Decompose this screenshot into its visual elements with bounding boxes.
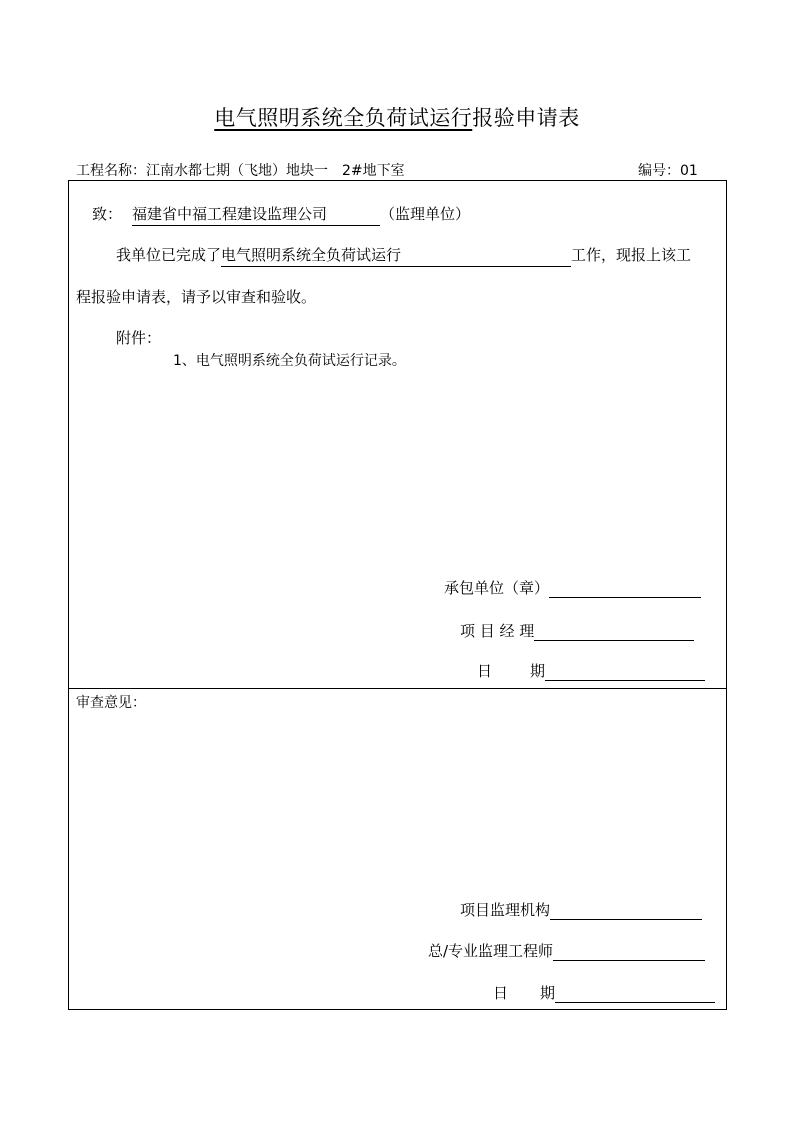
project-name: 江南水都七期（飞地）地块一 2#地下室 [146, 163, 405, 179]
title-underlined: 电气照明系统全负荷试运行 [214, 106, 473, 130]
document-number [638, 160, 698, 180]
date-line-1 [477, 660, 705, 681]
engineer-label: 总/专业监理工程师 [428, 942, 554, 960]
manager-blank [534, 623, 694, 641]
number-value: 01 [680, 163, 698, 179]
date-label-a: 日 [477, 662, 493, 680]
line1-suffix: 工作，现报上该工 [571, 246, 692, 264]
org-blank [550, 902, 702, 920]
addressee-line [92, 203, 470, 226]
manager-label: 项 目 经 理 [460, 622, 535, 640]
date-label-b: 期 [530, 662, 546, 680]
page-title [0, 102, 794, 132]
supervisor-suffix: （监理单位） [380, 205, 471, 223]
manager-signature-line [460, 620, 694, 641]
title-rest: 报验申请表 [472, 106, 580, 130]
attachment-label: 附件： [116, 329, 162, 347]
review-section [68, 687, 727, 1010]
date-blank-2 [555, 985, 715, 1003]
contractor-label: 承包单位（章） [444, 579, 550, 597]
project-info [76, 160, 405, 180]
statement-line-2: 程报验申请表，请予以审查和验收。 [76, 288, 317, 306]
date-line-2 [493, 982, 715, 1003]
line1-prefix: 我单位已完成了 [116, 246, 222, 264]
to-label: 致： [92, 205, 123, 223]
date-blank-1 [545, 663, 705, 681]
date-label-b-2: 期 [540, 984, 556, 1002]
contractor-signature-line [444, 577, 701, 598]
contractor-blank [549, 580, 701, 598]
statement-line-1 [116, 244, 691, 267]
review-label: 审查意见： [76, 695, 146, 711]
engineer-signature-line [428, 940, 705, 961]
org-signature-line [460, 899, 702, 920]
number-label: 编号： [638, 163, 680, 179]
attachment-item: 1、电气照明系统全负荷试运行记录。 [173, 353, 406, 369]
work-name: 电气照明系统全负荷试运行 [221, 244, 571, 267]
supervisor-company: 福建省中福工程建设监理公司 [132, 203, 380, 226]
engineer-blank [553, 943, 705, 961]
project-label: 工程名称： [76, 163, 146, 179]
org-label: 项目监理机构 [460, 901, 551, 919]
date-label-a-2: 日 [493, 984, 509, 1002]
